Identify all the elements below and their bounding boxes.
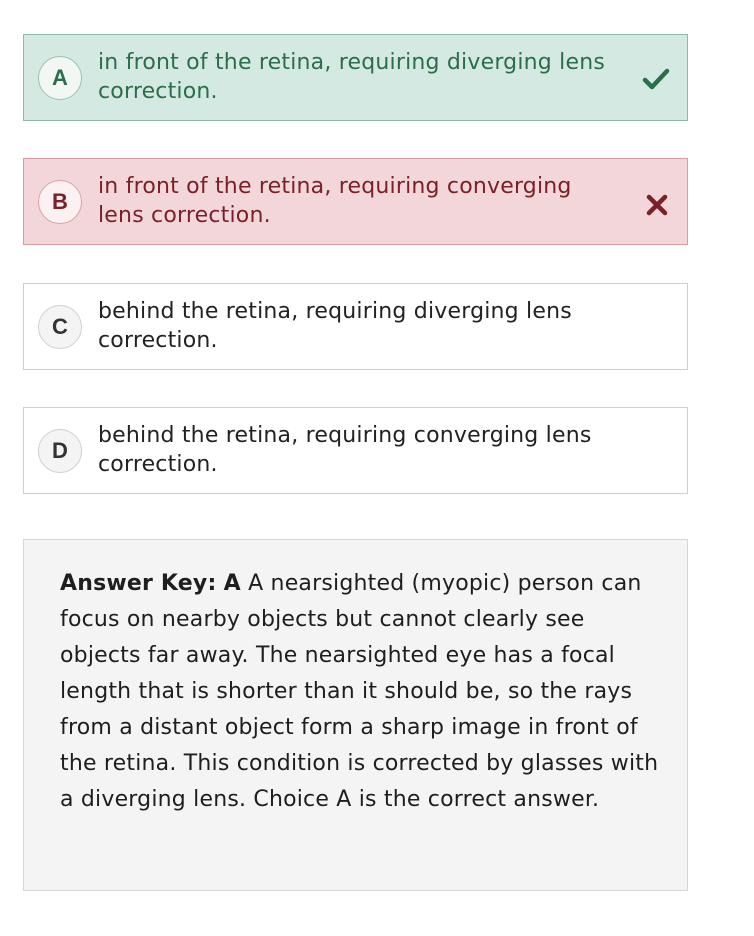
choice-letter-a: A (38, 56, 82, 100)
choice-text-b: in front of the retina, requiring converging lens correction. (98, 174, 572, 228)
answer-key-label: Answer Key: (60, 571, 217, 596)
answer-key-letter: A (223, 571, 241, 596)
choice-letter-d: D (38, 429, 82, 473)
choice-text-a: in front of the retina, requiring diverging lens correction. (98, 50, 606, 104)
choice-text-c: behind the retina, requiring diverging lens correction. (98, 299, 572, 353)
answer-key-text (60, 566, 660, 818)
choice-a[interactable] (23, 34, 688, 121)
choice-b[interactable] (23, 158, 688, 245)
answer-key-explanation: A nearsighted (myopic) person can focus on nearby objects but cannot clearly see objects far away. The nearsighted eye has a focal length that is shorter than it should be, so the rays from a distant object form a sharp image in front of the retina. This condition is corrected by glasses with a diverging lens. Choice A is the correct answer. (60, 571, 659, 812)
choice-text-d: behind the retina, requiring converging lens correction. (98, 423, 592, 477)
check-icon (641, 64, 671, 94)
x-icon (645, 193, 669, 217)
choice-letter-b: B (38, 180, 82, 224)
choice-letter-c: C (38, 305, 82, 349)
answer-key-panel (23, 539, 688, 891)
choice-d[interactable] (23, 407, 688, 494)
choice-c[interactable] (23, 283, 688, 370)
